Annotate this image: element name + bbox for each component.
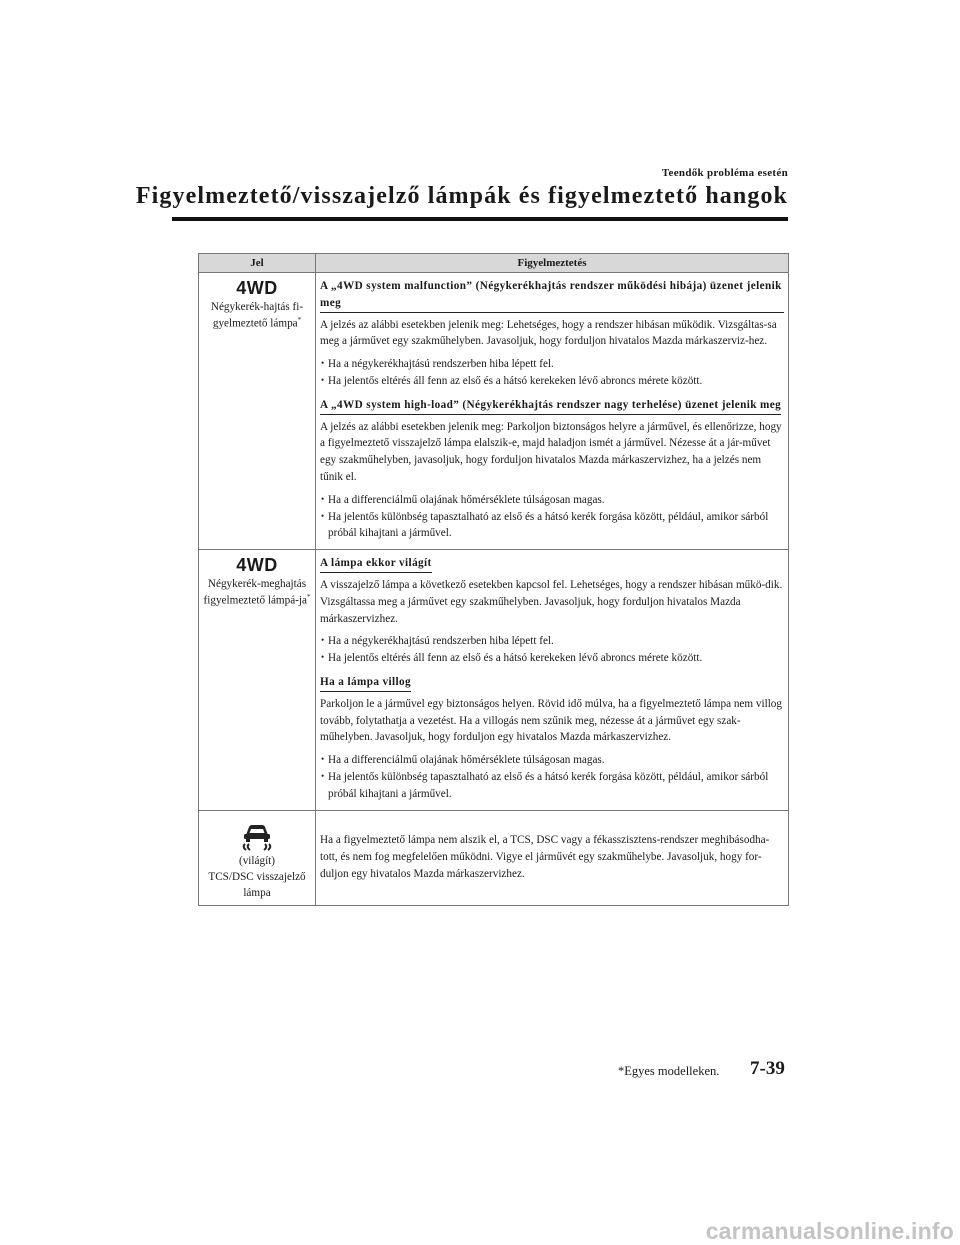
bullet-list	[320, 633, 784, 667]
list-item: • Ha jelentős különbség tapasztalható az első és a hátsó kerék forgása között, például, amikor sárból próbál kihajtani a járművel.	[320, 769, 784, 803]
block-text: A visszajelző lámpa a következő esetekben kapcsol fel. Lehetséges, hogy a rendszer hibásan műkö-dik. Vizsgáltassa meg a járművet egy szakműhelyben. Javasoljuk, hogy forduljon hivatalos Mazda márkaszervizhez.	[320, 578, 783, 625]
block-text: Ha a figyelmeztető lámpa nem alszik el, a TCS, DSC vagy a fékasszisztens-rendszer meghibásodha-tott, és nem fog megfelelően működni. Vigye el járművét egy szakműhelybe. Javasoljuk, hogy for-duljon egy hivatalos Mazda márkaszervizhez.	[320, 834, 770, 880]
warning-cell	[316, 550, 789, 810]
footnote-star: *	[297, 316, 302, 325]
title-rule	[172, 217, 788, 221]
bullet-list	[320, 492, 784, 542]
column-header-symbol: Jel	[199, 254, 316, 273]
page-title: Figyelmeztető/visszajelző lámpák és figyelmeztető hangok	[135, 183, 788, 209]
list-item: • Ha jelentős különbség tapasztalható az első és a hátsó kerék forgása között, például, amikor sárból próbál kihajtani a járművel.	[320, 509, 784, 543]
warning-cell	[316, 810, 789, 906]
section-label: Teendők probléma esetén	[661, 167, 788, 179]
table-row	[199, 810, 789, 906]
column-header-warning: Figyelmeztetés	[316, 254, 789, 273]
symbol-cell	[199, 273, 316, 550]
table-row	[199, 550, 789, 810]
table-header-row	[199, 254, 789, 273]
footnote-star: *	[306, 593, 311, 602]
list-item: • Ha jelentős eltérés áll fenn az első és a hátsó kerekeken lévő abroncs mérete között.	[320, 650, 784, 667]
block-text: A jelzés az alábbi esetekben jelenik meg: Lehetséges, hogy a rendszer hibásan működik. Vizsgáltas-sa meg a járművet egy szakműhelyben. Javasoljuk, hogy forduljon hivatalos Mazda márkaszerviz-hez.	[320, 318, 777, 348]
list-item: • Ha a differenciálmű olajának hőmérséklete túlságosan magas.	[320, 492, 784, 509]
lamp-caption: Négykerék-meghajtás figyelmeztető lámpá-ja*	[203, 578, 311, 608]
warning-cell	[316, 273, 789, 550]
lamp-caption: Négykerék-hajtás fi-gyelmeztető lámpa*	[210, 301, 304, 330]
lamp-state: (világít)	[238, 854, 276, 867]
tcs-dsc-skid-icon	[237, 821, 277, 851]
footnote: *Egyes modelleken.	[618, 1064, 720, 1078]
table-row	[199, 273, 789, 550]
block-text: A jelzés az alábbi esetekben jelenik meg: Parkoljon biztonságos helyre a járművel, és ellenőrizze, hogy a figyelmeztető visszajelző lámpa elalszik-e, majd haladjon ismét a járművel. Nézesse át a jár-művet egy szakműhelyben, javasoljuk, hogy forduljon hivatalos Mazda márkaszervizhez, ha a jelzés nem tűnik el.	[320, 420, 782, 483]
block-heading: Ha a lámpa villog	[320, 674, 411, 692]
bullet-list	[320, 356, 784, 390]
symbol-cell	[199, 550, 316, 810]
watermark: carmanualsonline.info	[705, 1218, 954, 1244]
block-heading: A lámpa ekkor világít	[320, 555, 432, 573]
page-number: 7-39	[750, 1058, 785, 1079]
4wd-icon: 4WD	[236, 278, 278, 298]
list-item: • Ha a négykerékhajtású rendszerben hiba lépett fel.	[320, 633, 784, 650]
block-text: Parkoljon le a járművel egy biztonságos helyen. Rövid idő múlva, ha a figyelmeztető lámpa nem villog tovább, folytathatja a vezetést. Ha a villogás nem szűnik meg, nézesse át a járművet egy szak-műhelyben. Javasoljuk, hogy forduljon egy hivatalos Mazda márkaszervizhez.	[320, 697, 782, 744]
4wd-icon: 4WD	[236, 555, 278, 576]
list-item: • Ha a négykerékhajtású rendszerben hiba lépett fel.	[320, 356, 784, 373]
block-heading: A „4WD system high-load” (Négykerékhajtás rendszer nagy terhelése) üzenet jelenik meg	[320, 397, 781, 415]
symbol-cell	[199, 810, 316, 906]
warning-table	[198, 253, 789, 906]
block-heading: A „4WD system malfunction” (Négykerékhajtás rendszer működési hibája) üzenet jelenik meg	[320, 278, 784, 313]
list-item: • Ha jelentős eltérés áll fenn az első és a hátsó kerekeken lévő abroncs mérete között.	[320, 373, 784, 390]
list-item: • Ha a differenciálmű olajának hőmérséklete túlságosan magas.	[320, 752, 784, 769]
bullet-list	[320, 752, 784, 802]
lamp-caption: TCS/DSC visszajelző lámpa	[208, 870, 306, 899]
